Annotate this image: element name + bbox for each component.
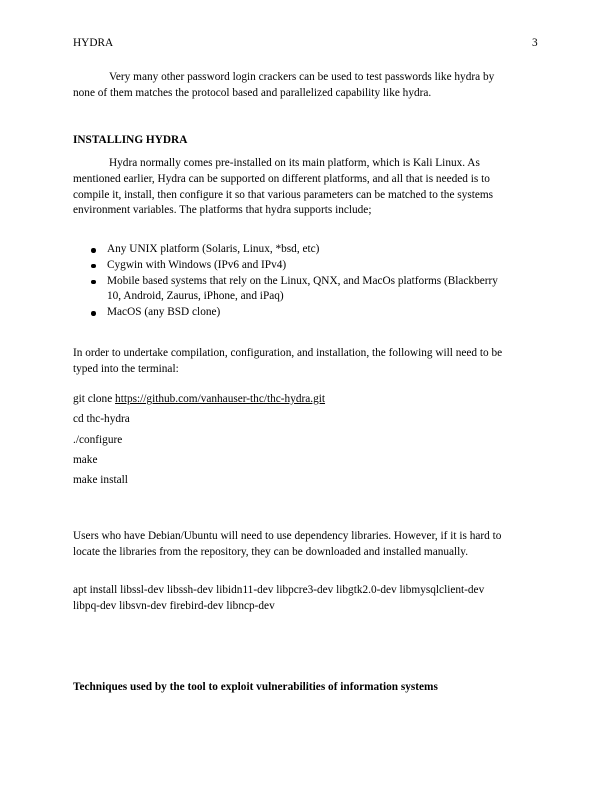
repository-link[interactable]: https://github.com/vanhauser-thc/thc-hydra.git	[115, 393, 326, 405]
installing-line-3: compile it, install, then configure it so that various parameters can be matched to the systems	[73, 188, 494, 201]
debian-line-1: Users who have Debian/Ubuntu will need to use dependency libraries. However, if it is hard to	[73, 530, 502, 542]
installing-line-2: mentioned earlier, Hydra can be supported on different platforms, and all that is needed is to	[73, 172, 490, 185]
list-item	[73, 274, 543, 306]
debian-paragraph	[73, 529, 543, 561]
apt-line-1: apt install libssl-dev libssh-dev libidn11-dev libpcre3-dev libgtk2.0-dev libmysqlclient-dev	[73, 584, 485, 596]
installing-paragraph	[73, 156, 543, 219]
intro-line-1: Very many other password login crackers can be used to test passwords like hydra by	[109, 71, 495, 83]
list-item-text: Cygwin with Windows (IPv6 and IPv4)	[107, 258, 287, 271]
compile-paragraph	[73, 346, 543, 378]
bullet-icon	[91, 264, 96, 269]
page-number: 3	[532, 37, 538, 49]
make-install-command: make install	[73, 474, 128, 486]
bullet-icon	[91, 280, 96, 285]
configure-command: ./configure	[73, 434, 123, 446]
techniques-heading: Techniques used by the tool to exploit vulnerabilities of information systems	[73, 681, 438, 693]
cd-command: cd thc-hydra	[73, 413, 130, 425]
apt-install-command	[73, 583, 543, 615]
list-item	[73, 242, 543, 258]
apt-line-2: libpq-dev libsvn-dev firebird-dev libncp-dev	[73, 599, 275, 612]
git-clone-command	[73, 392, 543, 408]
list-item	[73, 258, 543, 274]
installing-heading: INSTALLING HYDRA	[73, 134, 188, 146]
intro-paragraph	[73, 70, 543, 102]
list-item-text-continued: 10, Android, Zaurus, iPhone, and iPaq)	[107, 290, 284, 303]
make-command: make	[73, 454, 98, 466]
list-item-text: Any UNIX platform (Solaris, Linux, *bsd, etc)	[107, 243, 320, 255]
list-item-text: Mobile based systems that rely on the Linux, QNX, and MacOs platforms (Blackberry	[107, 274, 498, 287]
compile-line-2: typed into the terminal:	[73, 362, 179, 375]
list-item	[73, 305, 543, 321]
bullet-icon	[91, 311, 96, 316]
git-clone-prefix: git clone	[73, 393, 116, 405]
intro-line-2: none of them matches the protocol based and parallelized capability like hydra.	[73, 86, 432, 99]
bullet-icon	[91, 248, 96, 253]
compile-line-1: In order to undertake compilation, configuration, and installation, the following will need to be	[73, 347, 503, 359]
installing-line-4: environment variables. The platforms that hydra supports include;	[73, 204, 372, 217]
list-item-text: MacOS (any BSD clone)	[107, 306, 221, 319]
running-header-title: HYDRA	[73, 37, 114, 49]
platform-list	[73, 242, 543, 321]
installing-line-1: Hydra normally comes pre-installed on its main platform, which is Kali Linux. As	[109, 157, 480, 169]
debian-line-2: locate the libraries from the repository, they can be downloaded and installed manually.	[73, 545, 469, 558]
